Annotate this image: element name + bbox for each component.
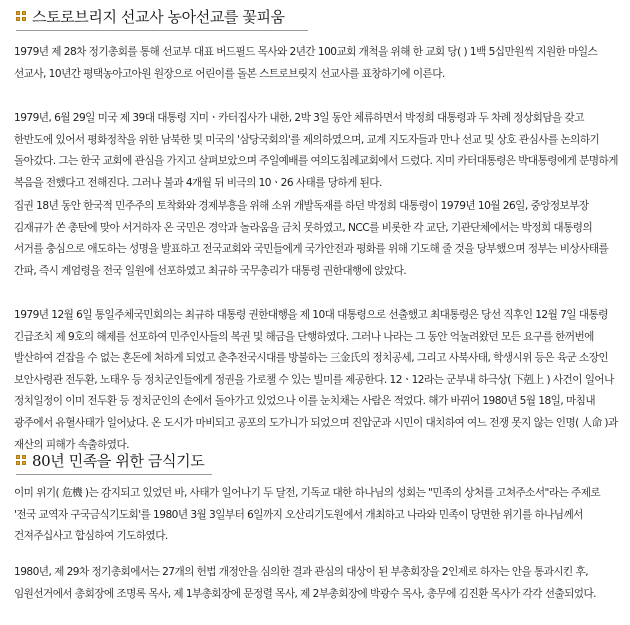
section-title: 스토로브리지 선교사 농아선교를 꽃피움 xyxy=(32,7,285,26)
paragraph: 1980년, 제 29차 정기총회에서는 27개의 헌법 개정안을 심의한 결과 관심의 대상이 된 부총회장을 2인제로 하자는 안을 통과시킨 후, 임원선거에서 총회장에 조명록 목사, 제 1부총회장에 문정렬 목사, 제 2부총회장에 박광수 목사, 총무에 김진환 목사가 각각 선출되었다. xyxy=(14,566,596,600)
paragraph: 집권 18년 동안 한국적 민주주의 토착화와 경제부흥을 위해 소위 개발독재를 하던 박정희 대통령이 1979년 10월 26일, 중앙정보부장 김재규가 쏜 총탄에 맞아 서거하자 온 국민은 경악과 놀라움을 금치 못하였고, NCC를 비롯한 각 교단, 기관단체에서는 박정희 대통령의 서거를 충심으로 애도하는 성명을 발표하고 전국교회와 국민들에게 국가안전과 평화를 위해 기도해 줄 것을 당부했으며 정부는 비상사태를 간파, 즉시 계엄령을 전국 일원에 선포하였고 최규하 국무총리가 대통령 권한대행에 앉았다. xyxy=(14,200,609,277)
section-heading-2 xyxy=(16,448,204,472)
square-bullet-icon xyxy=(16,11,26,21)
paragraph: 이미 위기( 危機 )는 감지되고 있었던 바, 사태가 일어나기 두 달전, 기독교 대한 하나님의 성회는 "민족의 상처를 고쳐주소서"라는 주제로 '전국 교역자 구국금식기도회'를 1980년 3월 3일부터 6일까지 오산리기도원에서 개최하고 나라와 민족이 당면한 위기를 하나님께서 건져주십사고 합심하여 기도하였다. xyxy=(14,487,601,543)
section-title: 80년 민족을 위한 금식기도 xyxy=(32,451,205,470)
paragraph: 1979년 제 28차 정기총회를 통해 선교부 대표 버드필드 목사와 2년간 100교회 개척을 위해 한 교회 당( ) 1백 5십만원씩 지원한 마일스 선교사, 10년간 평택농아고아원 원장으로 어린이를 돌본 스트로브릿지 선교사를 표창하기에 이른다. xyxy=(14,46,598,80)
paragraph: 1979년, 6월 29일 미국 제 39대 대통령 지미ㆍ카터집사가 내한, 2박 3일 동안 체류하면서 박정희 대통령과 두 차례 정상회담을 갖고 한반도에 있어서 평화정착을 위한 남북한 및 미국의 '삼당국회의'를 제의하였으며, 교계 지도자들과 만나 선교 및 상호 관심사를 논의하기 돌아갔다. 그는 한국 교회에 관심을 가지고 살펴보았으며 주일예배를 여의도침례교회에서 드렸다. 지미 카터대통령은 박대통령에게 분명하게 복음을 전했다고 전해진다. 그러나 불과 4개월 뒤 비극의 10ㆍ26 사태를 당하게 된다. xyxy=(14,112,618,189)
square-bullet-icon xyxy=(16,455,26,465)
section-heading-1 xyxy=(16,4,285,28)
paragraph: 1979년 12월 6일 통일주체국민회의는 최규하 대통령 권한대행을 제 10대 대통령으로 선출했고 최대통령은 당선 직후인 12월 7일 대통령 긴급조치 제 9호의 해제를 선포하여 민주인사들의 복권 및 해금을 단행하였다. 그러나 나라는 그 동안 억눌려왔던 모든 요구를 한꺼번에 발산하여 걷잡을 수 없는 혼돈에 처하게 되었고 춘추전국시대를 방불하는 三金氏의 정치공세, 그리고 사북사태, 학생시위 등은 육군 소장인 보안사령관 전두환, 노태우 등 정치군인들에게 정권을 가로챌 수 있는 빌미를 제공한다. 12ㆍ12라는 군부내 하극상( 下剋上 ) 사건이 일어나 정치일정이 이미 전두환 등 정치군인의 손에서 돌아가고 있었으나 이를 눈치채는 사람은 적었다. 해가 바뀌어 1980년 5월 18일, 마침내 광주에서 유혈사태가 일어났다. 온 도시가 마비되고 공포의 도가니가 되었으며 진압군과 시민이 대치하여 여느 전쟁 못지 않는 인명( 人命 )과 재산의 피해가 속출하였다. xyxy=(14,309,618,451)
